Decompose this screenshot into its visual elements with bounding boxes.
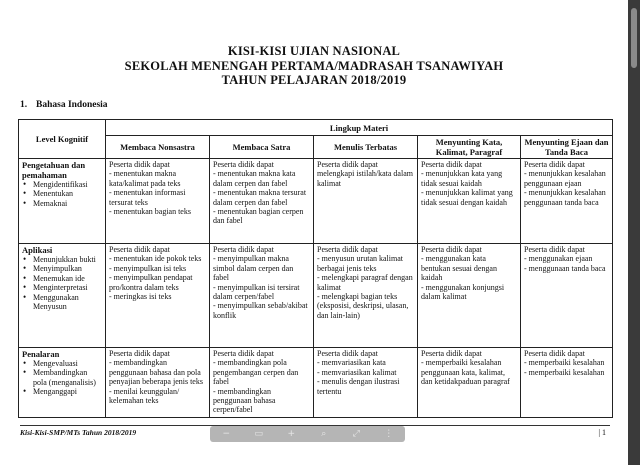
table-cell <box>521 348 613 418</box>
cell-line: Peserta didik dapat <box>421 160 482 169</box>
level-item: • Menganggapi <box>22 387 102 396</box>
column-header: Menyunting Ejaan dan Tanda Baca <box>521 136 613 159</box>
cell-line: - memperbaiki kesalahan penggunaan kata, kalimat, dan ketidakpaduan paragraf <box>421 358 510 387</box>
vertical-scrollbar[interactable] <box>628 0 640 465</box>
menu-icon[interactable]: ⋮ <box>384 429 394 439</box>
level-cell <box>19 348 106 418</box>
page-icon[interactable]: ▭ <box>254 429 263 439</box>
cell-line: - menentukan bagian cerpen dan fabel <box>213 207 304 226</box>
lingkup-materi-header: Lingkup Materi <box>106 120 613 136</box>
cell-line: Peserta didik dapat <box>524 160 585 169</box>
cell-line: - menggunakan ejaan <box>524 254 593 264</box>
document-title <box>0 44 628 88</box>
section-name: Bahasa Indonesia <box>36 100 108 110</box>
viewer-toolbar <box>210 426 405 442</box>
cell-line: - menulis dengan ilustrasi tertentu <box>317 377 400 396</box>
table-row <box>19 159 613 244</box>
cell-line: Peserta didik dapat <box>109 245 170 254</box>
column-header: Menyunting Kata, Kalimat, Paragraf <box>418 136 521 159</box>
scrollbar-thumb[interactable] <box>631 8 637 68</box>
level-item: • Menggunakan Menyusun <box>22 293 102 312</box>
table-cell <box>521 159 613 244</box>
cell-line: - memperbaiki kesalahan <box>524 367 605 377</box>
level-kognitif-header: Level Kognitif <box>19 120 106 159</box>
column-header: Membaca Satra <box>210 136 314 159</box>
cell-line: Peserta didik dapat <box>109 349 170 358</box>
cell-line: - menentukan ide pokok teks <box>109 254 202 264</box>
level-item: • Menunjukkan bukti <box>22 255 102 264</box>
table-cell <box>210 348 314 418</box>
title-line-3: TAHUN PELAJARAN 2018/2019 <box>221 73 407 87</box>
cell-line: - menyimpulkan isi tersirat dalam cerpen/fabel <box>213 282 300 302</box>
column-header: Membaca Nonsastra <box>106 136 210 159</box>
level-item: • Mengevaluasi <box>22 359 102 368</box>
page-number: | 1 <box>598 428 606 437</box>
cell-line: - menggunakan konjungsi dalam kalimat <box>421 282 505 302</box>
table-cell <box>418 348 521 418</box>
level-item: • Menemukan ide <box>22 274 102 283</box>
cell-line: - menyimpulkan makna simbol dalam cerpen dan fabel <box>213 254 294 283</box>
cell-line: - menunjukkan kata yang tidak sesuai kaidah <box>421 169 503 188</box>
cell-line: - menilai keunggulan/ kelemahan teks <box>109 386 180 406</box>
cell-line: - menunjukkan kesalahan penggunaan ejaan <box>524 169 606 188</box>
level-label: Aplikasi <box>22 245 53 255</box>
cell-line: Peserta didik dapat <box>213 160 274 169</box>
cell-line: - menyimpulkan isi teks <box>109 263 187 273</box>
cell-line: - meringkas isi teks <box>109 292 172 302</box>
column-header: Menulis Terbatas <box>314 136 418 159</box>
cell-line: - menentukan makna tersurat dalam cerpen dan fabel <box>213 188 307 207</box>
cell-line: - melengkapi paragraf dengan kalimat <box>317 273 413 292</box>
table-cell <box>314 348 418 418</box>
title-line-1: KISI-KISI UJIAN NASIONAL <box>227 44 401 58</box>
level-cell <box>19 244 106 348</box>
table-cell <box>210 244 314 348</box>
cell-line: - menentukan bagian teks <box>109 207 191 217</box>
cell-line: - menentukan informasi tersurat teks <box>109 188 186 207</box>
cell-line: - menunjukkan kesalahan penggunaan tanda baca <box>524 188 606 207</box>
kisi-kisi-table <box>18 119 613 418</box>
cell-line: Peserta didik dapat <box>317 349 378 358</box>
footer-text: Kisi-Kisi-SMP/MTs Tahun 2018/2019 <box>20 428 137 437</box>
cell-line: Peserta didik dapat <box>524 349 585 358</box>
cell-line: Peserta didik dapat <box>213 349 274 358</box>
cell-line: Peserta didik dapat <box>317 245 378 254</box>
fit-icon[interactable]: ⤢ <box>352 429 360 439</box>
cell-line: - menggunakan kata bentukan sesuai dengan kaidah <box>421 254 497 283</box>
cell-line: - menggunaan tanda baca <box>524 263 606 273</box>
cell-line: - menunjukkan kalimat yang tidak sesuai dengan kaidah <box>421 188 513 207</box>
zoom-in-icon[interactable]: + <box>287 429 296 439</box>
table-cell <box>106 244 210 348</box>
cell-line: - menyusun urutan kalimat berbagai jenis teks <box>317 254 403 273</box>
table-cell <box>418 159 521 244</box>
table-cell <box>106 348 210 418</box>
level-item: • Membandingkan pola (menganalisis) <box>22 368 102 387</box>
cell-line: Peserta didik dapat <box>109 160 170 169</box>
table-cell <box>210 159 314 244</box>
cell-line: - membandingkan pola pengembangan cerpen dan fabel <box>213 358 299 387</box>
title-line-2: SEKOLAH MENENGAH PERTAMA/MADRASAH TSANAWIYAH <box>124 58 504 73</box>
table-cell <box>314 244 418 348</box>
cell-line: - menyimpulkan sebab/akibat konflik <box>213 301 308 320</box>
cell-line: Peserta didik dapat <box>213 245 274 254</box>
level-item: • Menginterpretasi <box>22 283 102 292</box>
level-label: Pengetahuan dan pemahaman <box>22 160 86 180</box>
table-cell <box>314 159 418 244</box>
cell-line: - menentukan makna kata/kalimat pada teks <box>109 169 181 188</box>
cell-line: - memperbaiki kesalahan <box>524 358 605 368</box>
table-cell <box>521 244 613 348</box>
cell-line: - menyimpulkan pendapat pro/kontra dalam teks <box>109 273 193 292</box>
level-label: Penalaran <box>22 349 60 359</box>
cell-line: Peserta didik dapat <box>421 245 482 254</box>
level-item: • Memaknai <box>22 199 102 208</box>
cell-line: Peserta didik dapat <box>524 245 585 254</box>
cell-line: Peserta didik dapat melengkapi istilah/kata dalam kalimat <box>317 160 413 188</box>
table-cell <box>418 244 521 348</box>
zoom-out-icon[interactable]: − <box>222 429 231 439</box>
cell-line: - memvariasikan kalimat <box>317 367 397 377</box>
section-heading <box>20 100 108 110</box>
table-row <box>19 348 613 418</box>
cell-line: - menentukan makna kata dalam cerpen dan fabel <box>213 169 296 188</box>
cell-line: - membandingkan penggunaan bahasa cerpen/fabel <box>213 386 276 415</box>
section-number: 1. <box>20 100 28 110</box>
level-item: • Mengidentifikasi <box>22 180 102 189</box>
level-item: • Menyimpulkan <box>22 264 102 273</box>
table-cell <box>106 159 210 244</box>
cell-line: - memvariasikan kata <box>317 358 386 368</box>
level-item: • Menentukan <box>22 189 102 198</box>
cell-line: Peserta didik dapat <box>421 349 482 358</box>
cell-line: - melengkapi bagian teks (eksposisi, deskripsi, ulasan, dan lain-lain) <box>317 292 409 320</box>
search-icon[interactable]: ⌕ <box>321 429 327 439</box>
cell-line: - membandingkan penggunaan bahasa dan pola penyajian beberapa jenis teks <box>109 358 203 387</box>
table-row <box>19 244 613 348</box>
level-cell <box>19 159 106 244</box>
